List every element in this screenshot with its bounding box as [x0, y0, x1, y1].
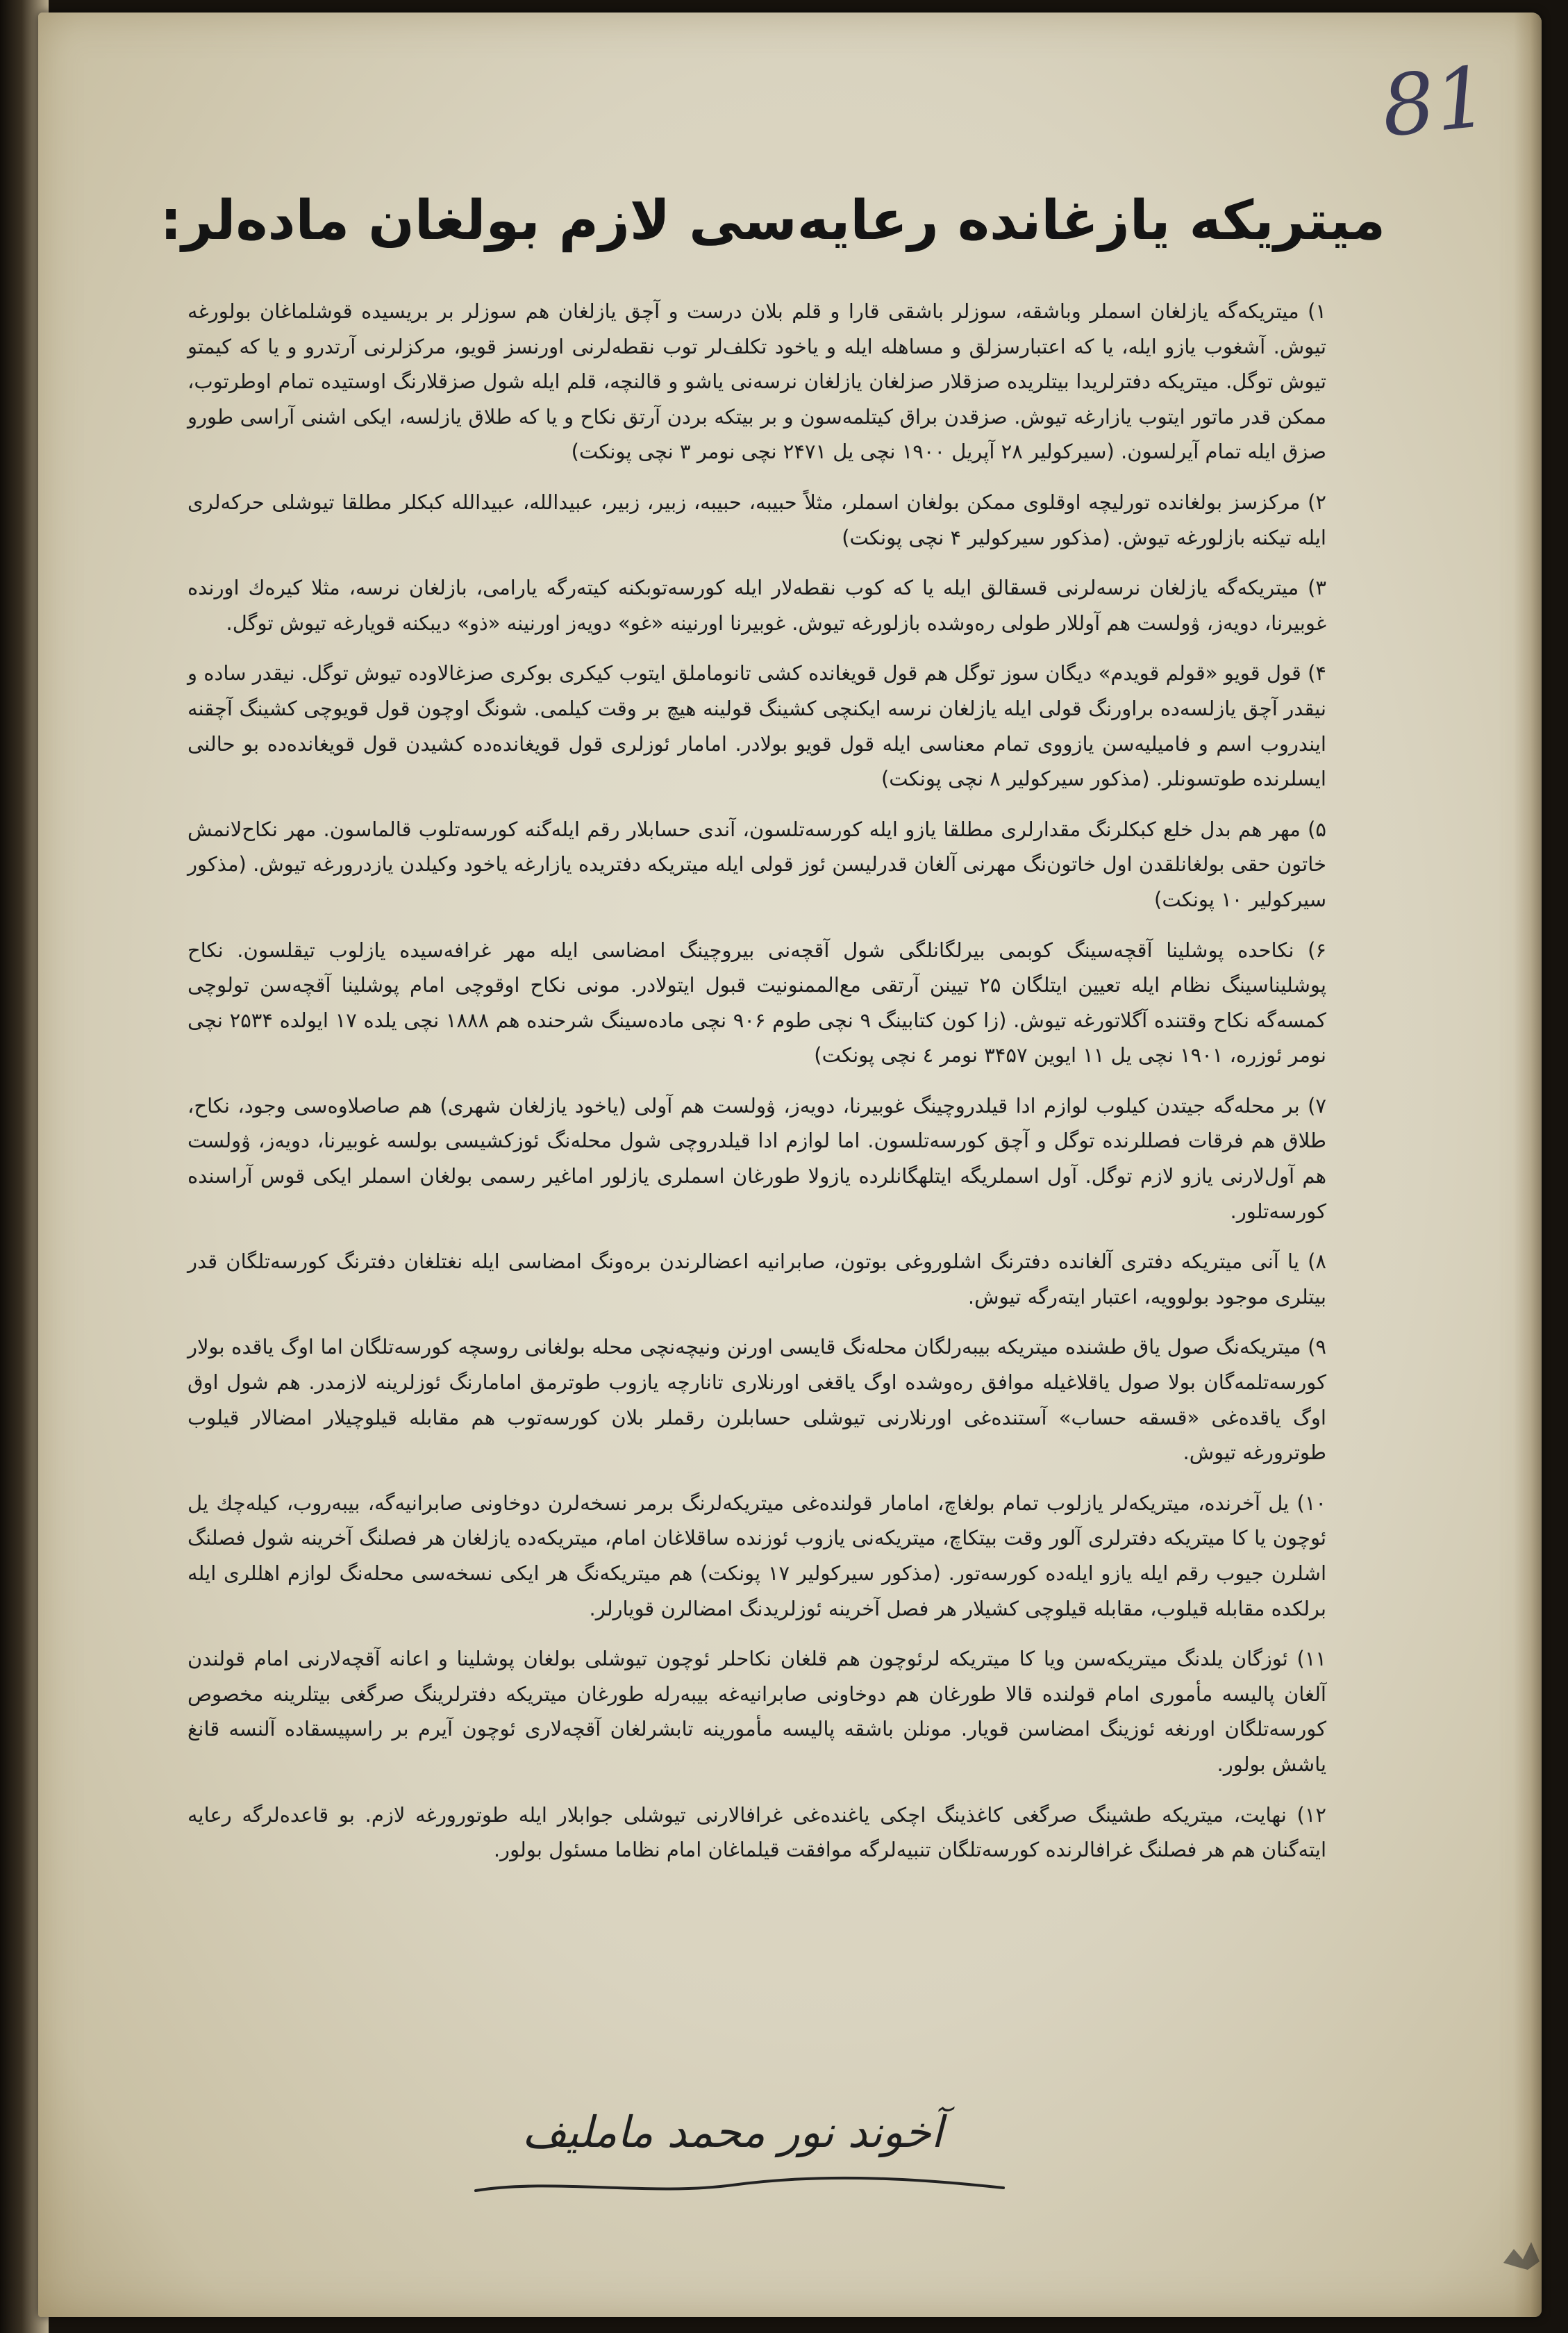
- paragraph-8: ۸) یا آنی میتریکه دفتری آلغانده دفترنگ اشلوروغی بوتون، صابرانیه اعضالرندن بره‌ونگ امضاسی ایله نغتلغان دفترنگ کورسه‌تلگان قدر بیتلری موجود بولوویه، اعتبار ایته‌رگه تیوش.: [187, 1249, 1326, 1309]
- paragraph-4: ۴) قول قویو «قولم قویدم» دیگان سوز توگل هم قول قویغانده کشی تانوماملق ایتوب کیکری بوکری صزغالاوده تیوش توگل. نیقدر ساده و نیقدر آچق یازلسه‌ده براورنگ قولی ایله یازلغان نرسه ایکنچی کشینگ قولینه هیچ بر وقت کیلمی. شونگ اوچون قول قویوچی کشینگ آچقنه ایندروب اسم و فامیلیه‌سن یازووی تمام معناسی ایله قول قویو بولادر. امامار ئوزلری قول قویغانده‌ده کشیدن قول قویغانده‌ده بو حالنی ایسلرنده طوتسونلر. (مذکور سیرکولیر ۸ نچی پونکت): [187, 661, 1326, 791]
- document-page: [38, 13, 1542, 2317]
- paragraph-2: ۲) مرکزسز بولغانده تورلیچه اوقلوی ممکن بولغان اسملر، مثلاً حبیبه، حبیبه، زبیر، زبیر، عبیدالله، عبیدالله کبکلر مطلقا تیوشلی حرکه‌لری ایله تیکنه بازلورغه تیوش. (مذکور سیرکولیر ۴ نچی پونکت): [187, 490, 1326, 549]
- ink-stain: [1490, 2221, 1542, 2284]
- paragraph-9: ۹) میتریکه‌نگ صول یاق طشنده میتریکه بیبه‌رلگان محله‌نگ قایسی اورنن ونیچه‌نچی محله بولغانی روسچه کورسه‌تلگان اما اوگ یاقده بولار کورسه‌تلمه‌گان بولا صول یاقلاغیله موافق ره‌وشده اوگ یاقغی اورنلاری تانارچه یازوب طوترمق امامارنگ ئوزلرینه لازمدر. هم شول اوق اوگ یاقده‌غی «قسقه حساب» آستنده‌غی اورنلارنی تیوشلی حسابلرن رقملر بلان کورسه‌توب هم مقابله قیلوچیلار امضالار قیلوب طوترورغه تیوش.: [187, 1335, 1326, 1465]
- page-edge-shadow: [1514, 13, 1542, 2317]
- document-title: میتریکه یازغانده رعایه‌سی لازم بولغان ماده‌لر:: [160, 190, 1385, 252]
- paragraph-6: ۶) نکاحده پوشلینا آقچه‌سینگ کوبمی بیرلگانلگی شول آقچه‌نی بیروچینگ امضاسی ایله مهر غرافه‌سیده یازلوب تیقلسون. نکاح پوشلیناسینگ نظام ایله تعیین ایتلگان ۲۵ تیینن آرتقی مع‌الممنونیت قبول ایتولادر. مونی نکاح اوقوچی امام پوشلینا آقچه‌سن تولوچی کمسه‌گه نکاح وقتنده آگلاتورغه تیوش. (زا کون کتابینگ ۹ نچی طوم ۹۰۶ نچی ماده‌سینگ شرحنده هم ۱۸۸۸ نچی یلده ۱۷ ایولده ۲۵۳۴ نچی نومر ئوزره، ۱۹۰۱ نچی یل ۱۱ ایوین ۳۴۵۷ نومر ٤ نچی پونکت): [187, 938, 1326, 1068]
- paragraph-10: ۱۰) یل آخرنده، میتریکه‌لر یازلوب تمام بولغاچ، امامار قولنده‌غی میتریکه‌لرنگ برمر نسخه‌لرن دوخاونی صابرانیه‌گه، بیبه‌روب، کیله‌چك یل ئوچون یا کا میتریکه دفترلری آلور وقت بیتکاچ، میتریکه‌نی یازوب ئوزنده ساقلاغان امام، میتریکه‌ده یازلغان هر فصلنگ آخرینه شول فصلنگ اشلرن جیوب رقم ایله یازو ایله‌ده کورسه‌تور. (مذکور سیرکولیر ۱۷ پونکت) هم میتریکه‌نگ هر ایکی نسخه‌سی محله‌نگ لوازم اهللری ایله برلکده مقابله قیلوب، مقابله قیلوچی کشیلار هر فصل آخرینه ئوزلریدنگ امضالرن قویارلر.: [187, 1491, 1326, 1620]
- paragraph-5: ۵) مهر هم بدل خلع کبکلرنگ مقدارلری مطلقا یازو ایله کورسه‌تلسون، آندی حسابلار رقم ایله‌گنه کورسه‌تلوب قالماسون. مهر نکاح‌لانمش خاتون حقی بولغانلقدن اول خاتون‌نگ مهرنی آلغان قدرلیسن ئوز قولی ایله میتریکه دفتریده یازارغه یاخود وکیلدن یازدرورغه تیوش. (مذکور سیرکولیر ۱۰ پونکت): [187, 817, 1326, 911]
- paragraph-11: ۱۱) ئوزگان یلدنگ میتریکه‌سن ویا کا میتریکه لرئوچون هم قلغان نکاحلر ئوچون تیوشلی بولغان پوشلینا و اعانه آقچه‌لارنی امام قولندن آلغان پالیسه مأموری امام قولنده قالا طورغان هم دوخاونی صابرانیه‌غه بیبه‌رله طورغان میتریکه دفترلرینگ صرگغی بیتلرینه مخصوص کورسه‌تلگان اورنغه ئوزینگ امضاسن قویار. مونلن باشقه پالیسه مأمورینه تابشرلغان آقچه‌لاری ئوچون آیرم بر راسپیسقاده آلنسه قانغ یاشش بولور.: [187, 1647, 1326, 1776]
- handwritten-signature: آخوند نور محمد مامليف: [522, 2107, 944, 2157]
- paragraph-7: ۷) بر محله‌گه جیتدن کیلوب لوازم ادا قیلدروچینگ غوبیرنا، دویه‌ز، ۋولست هم آولی (یاخود یازلغان شهری) هم صاصلاوه‌سی وجود، نکاح، طلاق هم فرقات فصللرنده توگل و آچق کورسه‌تلسون. اما لوازم ادا قیلدروچی شول محله‌نگ ئوزکشیسی بولسه غوبیرنا، دویه‌ز، ۋولست هم آول‌لارنی یازو لازم توگل. آول اسملریگه ایتلهگانلرده یازولا طورغان اسملری یازلور اماغیر رسمی بولغان اسملر ایکی قوس آراسنده کورسه‌تلور.: [187, 1093, 1326, 1223]
- paragraph-12: ۱۲) نهایت، میتریکه طشینگ صرگغی کاغذینگ اچکی یاغنده‌غی غرافالارنی تیوشلی جوابلار ایله طوتورورغه لازم. بو قاعده‌لرگه رعایه ایته‌گنان هم هر فصلنگ غرافالرنده کورسه‌تلگان تنبیه‌لرگه موافقت قیلماغان امام نظاما مسئول بولور.: [187, 1802, 1326, 1862]
- paragraph-3: ۳) میتریکه‌گه یازلغان نرسه‌لرنی قسقالق ایله یا که کوب نقطه‌لار ایله کورسه‌توبکنه کیته‌رگه یارامی، بازلغان نرسه، مثلا کیره‌ك اورنده غوبیرنا، دویه‌ز، ۋولست هم آوللار طولی ره‌وشده بازلورغه تیوش. غوبیرنا اورنینه «غو» دویه‌ز اورنینه «ذو» دیبکنه قویارغه تیوش توگل.: [187, 576, 1326, 635]
- handwritten-page-number: 81: [1377, 49, 1493, 156]
- paragraph-1: ۱) میتریکه‌گه یازلغان اسملر وباشقه، سوزلر باشقی قارا و قلم بلان درست و آچق یازلغان هم سوزلر بر بریسیده قوشلماغان بولورغه تیوش. آشغوب یازو ایله، یا که اعتبارسزلق و مساهله ایله و یاخود تکلف‌لر توب نقطه‌لرنی اورنسز قویو، مرکزلرنی آرتدرو و یا که کیمتو تیوش توگل. میتریکه دفترلریدا بیتلریده صزقلار صزلغان یازلغان نرسه‌نی یاشو و قالنچه، قلم ایله شول صزقلارنگ اوستیده تمام اوطرتوب، ممکن قدر ماتور ایتوب یازارغه تیوش. صزقدن براق کیتلمه‌سون و بر بیتکه بردن آرتق نکاح و یا که طلاق یازلسه، ایکی اشنی آراسی طورو صزق ایله تمام آیرلسون. (سیرکولیر ۲۸ آپریل ۱۹۰۰ نچی یل ۲۴۷۱ نچی نومر ۳ نچی پونکت): [187, 299, 1326, 464]
- signature-flourish: [469, 2171, 1010, 2199]
- document-body: [187, 294, 1326, 1868]
